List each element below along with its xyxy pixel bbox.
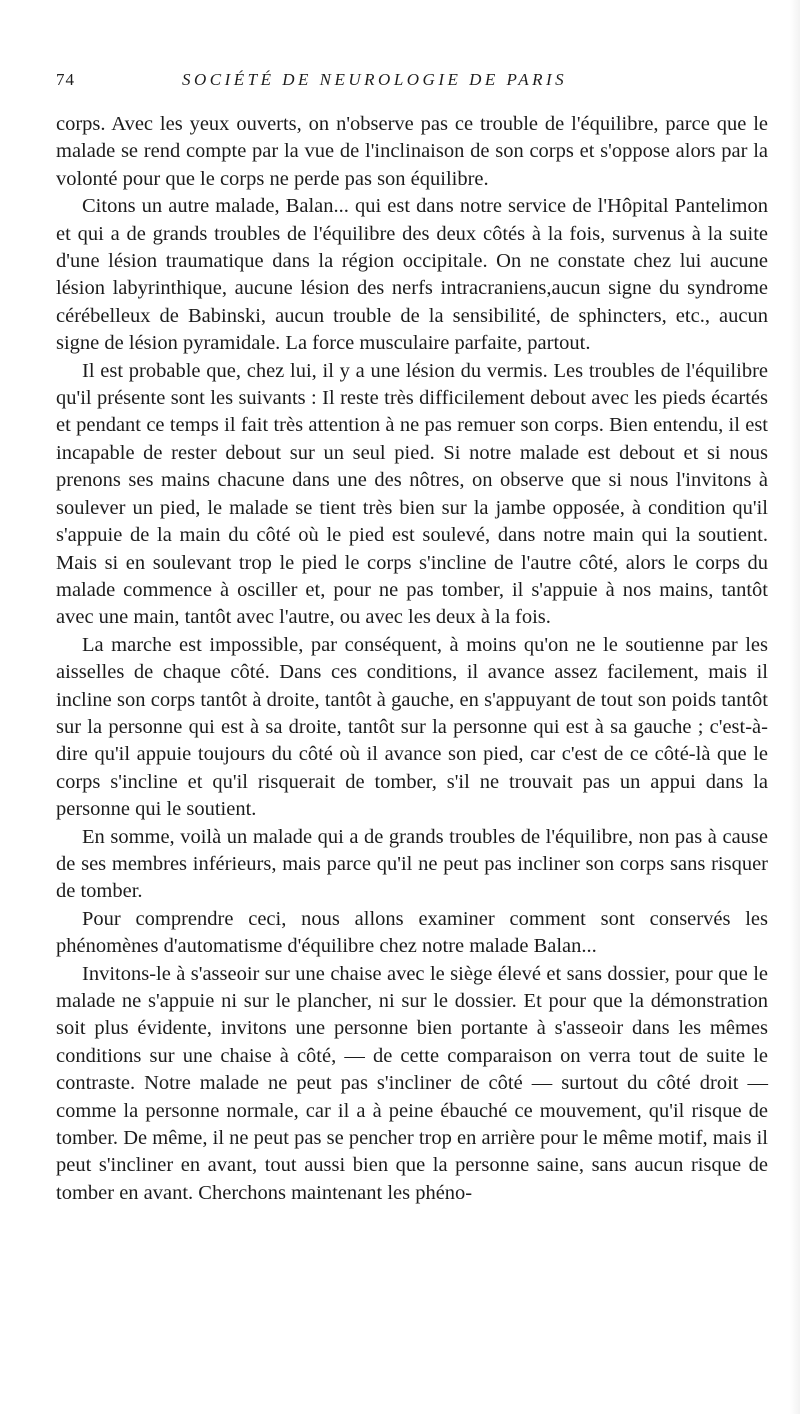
page-header xyxy=(56,70,768,94)
paragraph: Citons un autre malade, Balan... qui est dans notre service de l'Hôpital Pantelimon et qui a de grands troubles de l'équilibre des deux côtés à la fois, survenus à la suite d'une lésion traumatique dans la région occipitale. On ne constate chez lui aucune lésion labyrinthique, aucune lésion des nerfs intracraniens,aucun signe du syndrome cérébelleux de Babinski, aucun trouble de la sensibilité, de sphincters, etc., aucun signe de lésion pyramidale. La force musculaire parfaite, partout. xyxy=(56,195,768,355)
page-edge-shadow xyxy=(790,0,800,1414)
paragraph: Pour comprendre ceci, nous allons examiner comment sont conservés les phénomènes d'automatisme d'équilibre chez notre malade Balan... xyxy=(56,907,768,958)
paragraph: La marche est impossible, par conséquent, à moins qu'on ne le soutienne par les aisselles de chaque côté. Dans ces conditions, il avance assez facilement, mais il incline son corps tantôt à droite, tantôt à gauche, en s'appuyant de tout son poids tantôt sur la personne qui est à sa droite, tantôt sur la personne qui est à sa gauche ; c'est-à-dire qu'il appuie toujours du côté où il avance son pied, car c'est de ce côté-là que le corps s'incline et qu'il risquerait de tomber, s'il ne trouvait pas un appui dans la personne qui le soutient. xyxy=(56,633,768,821)
paragraph: corps. Avec les yeux ouverts, on n'observe pas ce trouble de l'équilibre, parce que le malade se rend compte par la vue de l'inclinaison de son corps et s'oppose alors par la volonté pour que le corps ne perde pas son équilibre. xyxy=(56,113,768,190)
page-number: 74 xyxy=(56,70,75,89)
paragraph: Il est probable que, chez lui, il y a une lésion du vermis. Les troubles de l'équilibre qu'il présente sont les suivants : Il reste très difficilement debout avec les pieds écartés et pendant ce temps il fait très attention à ne pas remuer son corps. Bien entendu, il est incapable de rester debout sur un seul pied. Si notre malade est debout et si nous prenons ses mains chacune dans une des nôtres, on observe que si nous l'invitons à soulever un pied, le malade se tient très bien sur la jambe opposée, à condition qu'il s'appuie de la main du côté où le pied est soulevé, dans notre main qui la soutient. Mais si en soulevant trop le pied le corps s'incline de l'autre côté, alors le corps du malade commence à osciller et, pour ne pas tomber, il s'appuie à nos mains, tantôt avec une main, tantôt avec l'autre, ou avec les deux à la fois. xyxy=(56,359,768,629)
paragraph: Invitons-le à s'asseoir sur une chaise avec le siège élevé et sans dossier, pour que le malade ne s'appuie ni sur le plancher, ni sur le dossier. Et pour que la démonstration soit plus évidente, invitons une personne bien portante à s'asseoir dans les mêmes conditions sur une chaise à côté, — de cette comparaison on verra tout de suite le contraste. Notre malade ne peut pas s'incliner de côté — surtout du côté droit — comme la personne normale, car il a à peine ébauché ce mouvement, qu'il risque de tomber. De même, il ne peut pas se pencher trop en arrière pour le même motif, mais il peut s'incliner en avant, tout aussi bien que la personne saine, sans aucun risque de tomber en avant. Cherchons maintenant les phéno- xyxy=(56,962,768,1204)
body-text xyxy=(56,111,768,1207)
document-page xyxy=(56,70,768,1207)
running-head: SOCIÉTÉ DE NEUROLOGIE DE PARIS xyxy=(182,70,568,89)
paragraph: En somme, voilà un malade qui a de grands troubles de l'équilibre, non pas à cause de ses membres inférieurs, mais parce qu'il ne peut pas incliner son corps sans risquer de tomber. xyxy=(56,825,768,903)
